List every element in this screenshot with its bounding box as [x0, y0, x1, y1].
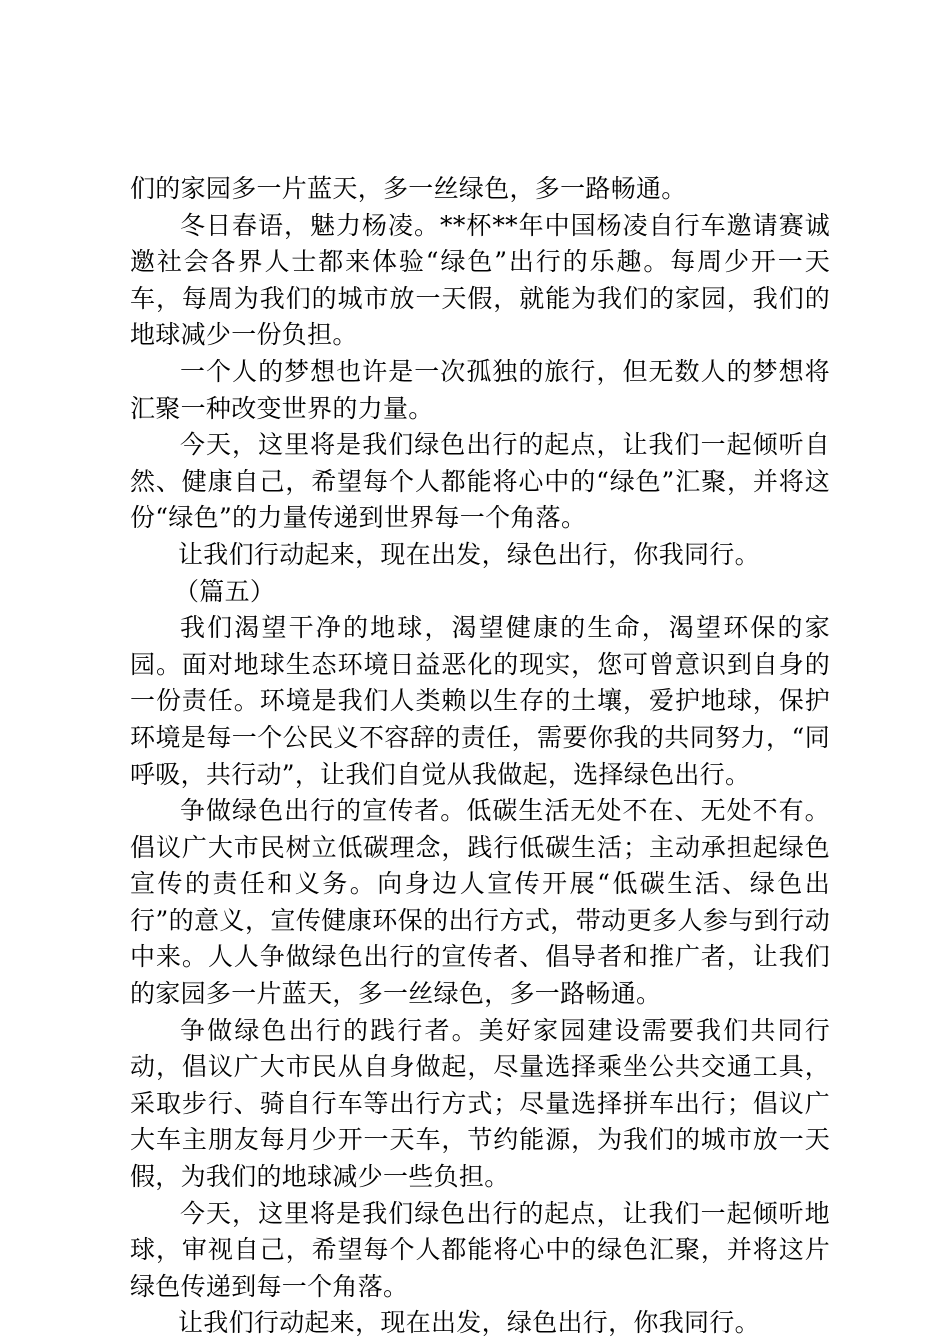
paragraph-practitioner: 争做绿色出行的践行者。美好家园建设需要我们共同行动，倡议广大市民从自身做起，尽量选择乘坐公共交通工具，采取步行、骑自行车等出行方式；尽量选择拼车出行；倡议广大车主朋友每月少开一天车，节约能源，为我们的城市放一天假，为我们的地球减少一些负担。: [130, 1015, 830, 1192]
paragraph-starting-point-2: 今天，这里将是我们绿色出行的起点，让我们一起倾听地球，审视自己，希望每个人都能将心中的绿色汇聚，并将这片绿色传递到每一个角落。: [130, 1198, 830, 1301]
paragraph-dream: 一个人的梦想也许是一次孤独的旅行，但无数人的梦想将汇聚一种改变世界的力量。: [130, 356, 830, 423]
section-heading: （篇五）: [174, 576, 276, 606]
paragraph-call-to-action: 让我们行动起来，现在出发，绿色出行，你我同行。: [178, 539, 760, 569]
paragraph-yangling-invitation: 冬日春语，魅力杨凌。**杯**年中国杨凌自行车邀请赛诚邀社会各界人士都来体验“绿色”出行的乐趣。每周少开一天车，每周为我们的城市放一天假，就能为我们的家园，我们的地球减少一份负担。: [130, 210, 830, 350]
paragraph-continuation: 们的家园多一片蓝天，多一丝绿色，多一路畅通。: [130, 174, 687, 203]
paragraph-starting-point: 今天，这里将是我们绿色出行的起点，让我们一起倾听自然、健康自己，希望每个人都能将心中的“绿色”汇聚，并将这份“绿色”的力量传递到世界每一个角落。: [130, 430, 830, 533]
paragraph-promoter: 争做绿色出行的宣传者。低碳生活无处不在、无处不有。倡议广大市民树立低碳理念，践行低碳生活；主动承担起绿色宣传的责任和义务。向身边人宣传开展“低碳生活、绿色出行”的意义，宣传健康环保的出行方式，带动更多人参与到行动中来。人人争做绿色出行的宣传者、倡导者和推广者，让我们的家园多一片蓝天，多一丝绿色，多一路畅通。: [130, 796, 830, 1009]
paragraph-clean-earth: 我们渴望干净的地球，渴望健康的生命，渴望环保的家园。面对地球生态环境日益恶化的现实，您可曾意识到自身的一份责任。环境是我们人类赖以生存的土壤，爱护地球，保护环境是每一个公民义不容辞的责任，需要你我的共同努力，“同呼吸，共行动”，让我们自觉从我做起，选择绿色出行。: [130, 613, 830, 789]
document-body: [130, 171, 830, 1342]
paragraph-call-to-action-2: 让我们行动起来，现在出发，绿色出行，你我同行。: [178, 1308, 760, 1338]
